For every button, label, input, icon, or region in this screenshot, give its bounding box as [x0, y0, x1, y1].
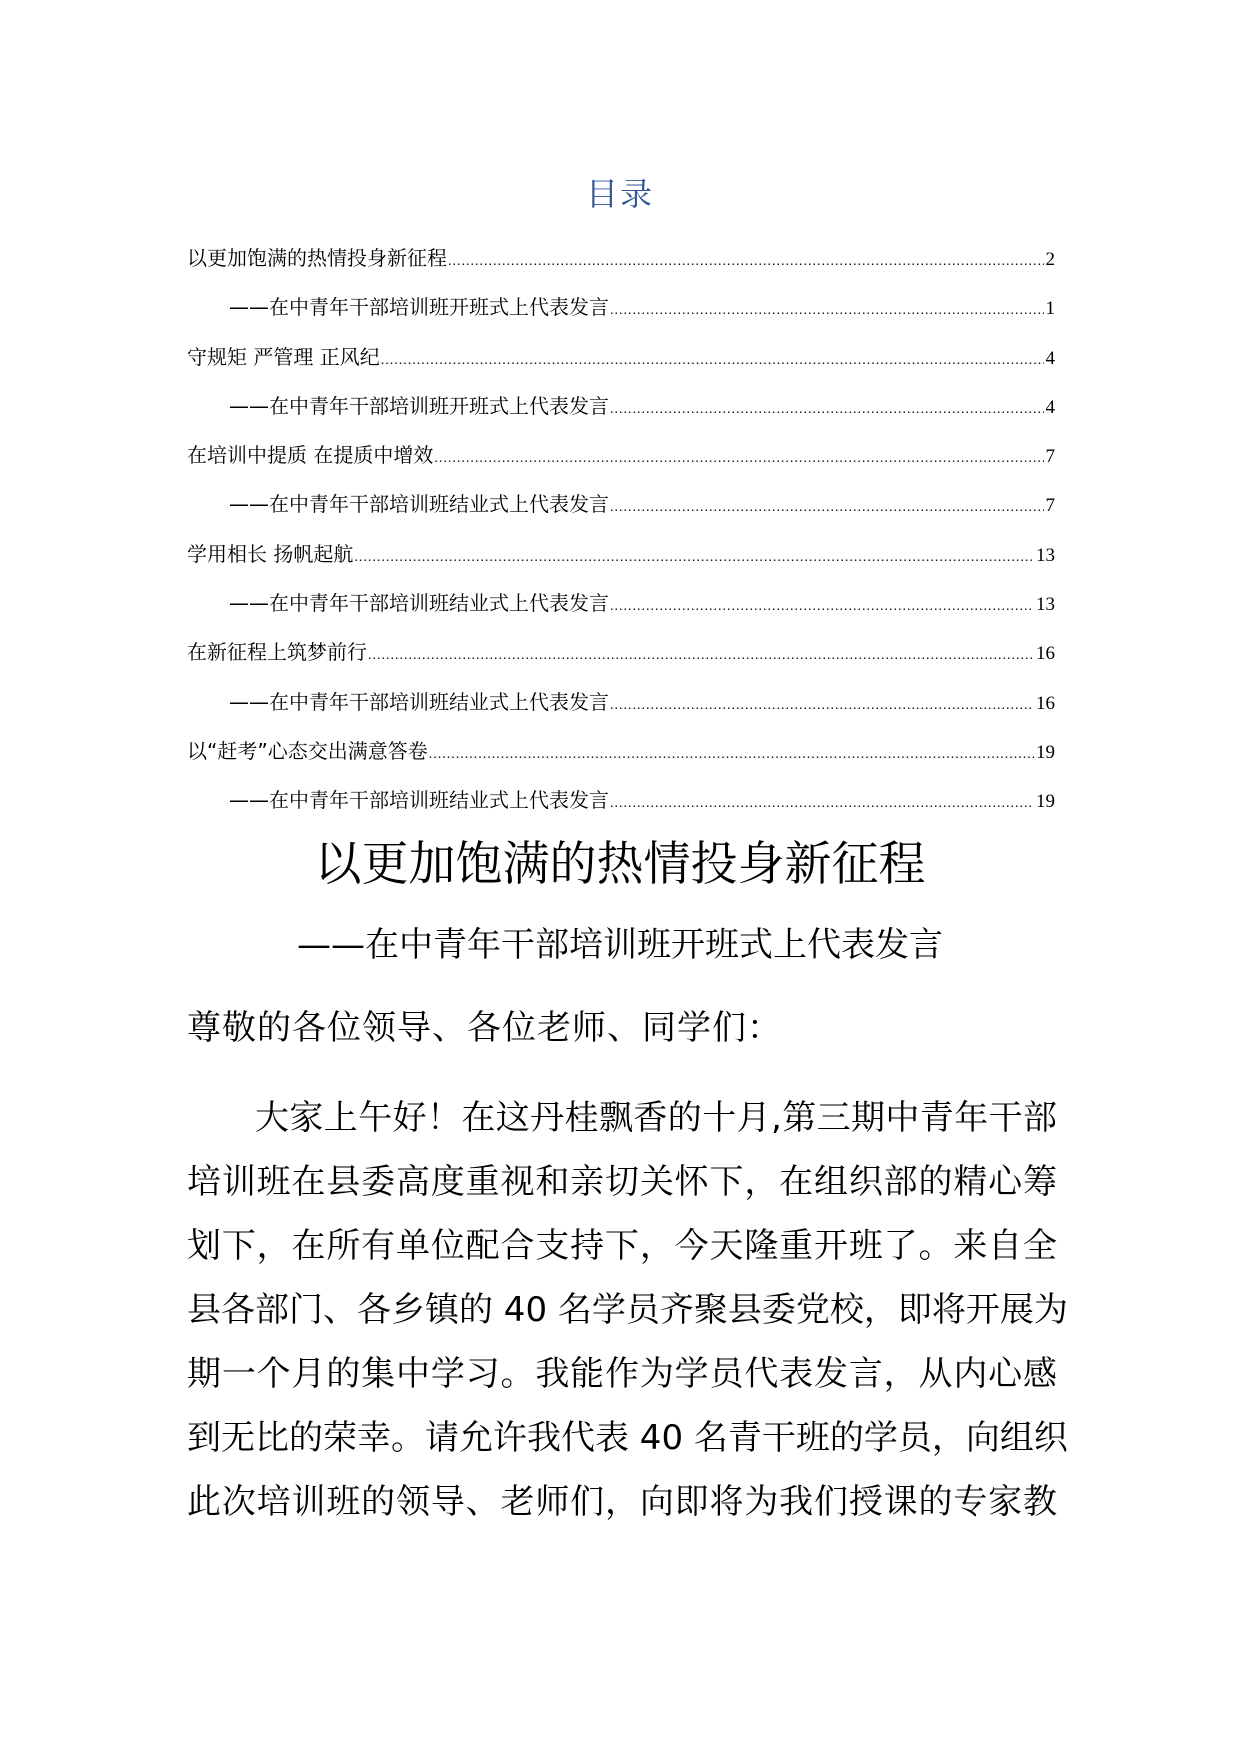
toc-entry-text: 学用相长 扬帆起航 [187, 541, 354, 566]
toc-dot-leader [434, 445, 1043, 473]
toc-page-number: 7 [1045, 495, 1055, 517]
toc-entry-text: ——在中青年干部培训班开班式上代表发言 [229, 393, 609, 418]
toc-entry[interactable] [187, 441, 1055, 490]
toc-dot-leader [448, 248, 1044, 276]
toc-entry-text: 以“赶考”心态交出满意答卷 [187, 738, 428, 763]
toc-dot-leader [610, 297, 1044, 325]
toc-dot-leader [610, 790, 1034, 818]
toc-entry[interactable] [187, 638, 1055, 687]
toc-subentry[interactable] [187, 392, 1055, 441]
toc-subentry[interactable] [187, 490, 1055, 539]
body-text-line: 县各部门、各乡镇的 40 名学员齐聚县委党校，即将开展为 [187, 1290, 1068, 1330]
toc-page-number: 4 [1045, 347, 1055, 369]
toc-page-number: 16 [1036, 643, 1055, 665]
toc-dot-leader [610, 396, 1044, 424]
toc-dot-leader [610, 593, 1034, 621]
toc-subentry[interactable] [187, 293, 1055, 342]
toc-entry-text: 守规矩 严管理 正风纪 [187, 344, 380, 369]
toc-subentry[interactable] [187, 688, 1055, 737]
toc-entry-text: ——在中青年干部培训班结业式上代表发言 [229, 788, 609, 813]
toc-page-number: 4 [1045, 396, 1055, 418]
toc-entry-text: 在新征程上筑梦前行 [187, 640, 367, 665]
table-of-contents [187, 244, 1055, 836]
toc-entry-text: 以更加饱满的热情投身新征程 [187, 246, 447, 270]
body-text-line: 划下，在所有单位配合支持下，今天隆重开班了。来自全 [187, 1226, 1057, 1266]
body-text-line: 培训班在县委高度重视和亲切关怀下，在组织部的精心筹 [187, 1162, 1057, 1202]
toc-entry-text: ——在中青年干部培训班结业式上代表发言 [229, 591, 609, 616]
toc-entry-text: ——在中青年干部培训班开班式上代表发言 [229, 295, 609, 320]
toc-dot-leader [381, 347, 1044, 375]
toc-subentry[interactable] [187, 786, 1055, 835]
toc-page-number: 2 [1045, 249, 1055, 270]
toc-page-number: 1 [1045, 298, 1055, 320]
toc-entry-text: 在培训中提质 在提质中增效 [187, 443, 434, 468]
toc-subentry[interactable] [187, 589, 1055, 638]
toc-title: 目录 [585, 175, 654, 213]
salutation: 尊敬的各位领导、各位老师、同学们： [187, 1008, 782, 1048]
body-text-line: 期一个月的集中学习。我能作为学员代表发言，从内心感 [187, 1354, 1057, 1394]
document-subtitle: ——在中青年干部培训班开班式上代表发言 [297, 925, 943, 965]
toc-page-number: 7 [1045, 446, 1055, 468]
document-title: 以更加饱满的热情投身新征程 [314, 837, 926, 892]
toc-dot-leader [610, 692, 1034, 720]
toc-page-number: 19 [1036, 741, 1055, 763]
toc-dot-leader [354, 544, 1034, 572]
toc-entry[interactable] [187, 540, 1055, 589]
toc-entry-text: ——在中青年干部培训班结业式上代表发言 [229, 689, 609, 714]
toc-entry[interactable] [187, 343, 1055, 392]
toc-dot-leader [610, 494, 1044, 522]
toc-entry-text: ——在中青年干部培训班结业式上代表发言 [229, 492, 609, 517]
toc-entry[interactable] [187, 244, 1055, 293]
body-text-line: 此次培训班的领导、老师们，向即将为我们授课的专家教 [187, 1482, 1057, 1522]
body-text-line: 大家上午好！在这丹桂飘香的十月,第三期中青年干部 [255, 1098, 1057, 1138]
toc-dot-leader [429, 741, 1034, 769]
body-text-line: 到无比的荣幸。请允许我代表 40 名青干班的学员，向组织 [187, 1418, 1068, 1458]
toc-dot-leader [368, 642, 1034, 670]
toc-page-number: 13 [1036, 544, 1055, 566]
body-paragraph [187, 1086, 1068, 1534]
toc-entry[interactable] [187, 737, 1055, 786]
toc-page-number: 16 [1036, 692, 1055, 714]
toc-page-number: 13 [1036, 594, 1055, 616]
toc-page-number: 19 [1036, 791, 1055, 813]
